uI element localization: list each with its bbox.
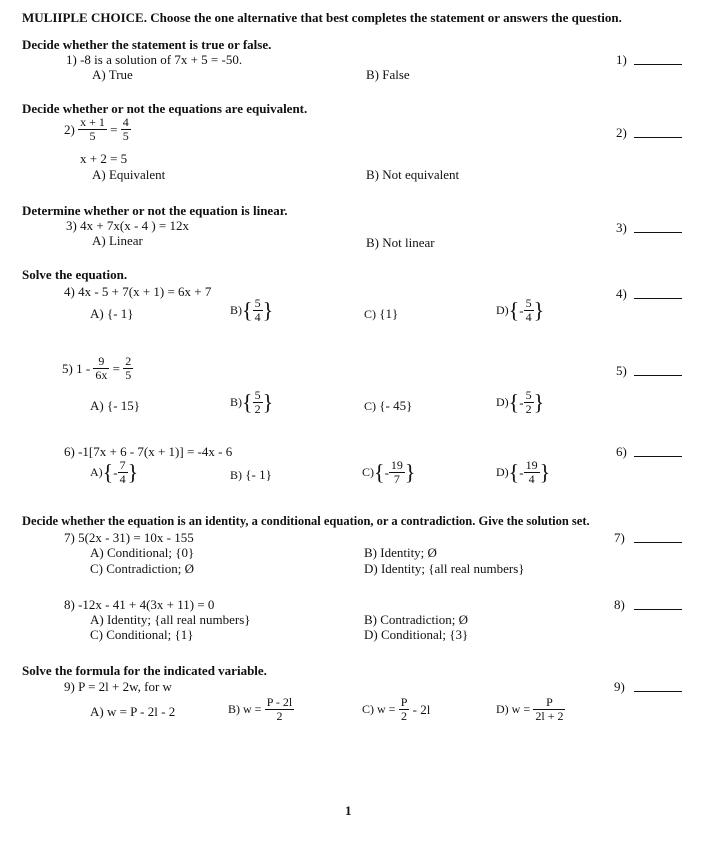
q2-rhs-fraction [121,116,131,143]
q5-a-label: A) [90,398,104,413]
q4-option-c[interactable] [364,306,398,322]
q2-lhs-numerator: x + 1 [80,115,105,129]
q5-b-fraction [253,389,263,416]
section-heading-true-false: Decide whether the statement is true or false. [22,37,272,52]
q4-b-numerator: 5 [254,296,261,310]
q5-option-c[interactable] [364,398,412,414]
q6-a-fraction [118,459,128,486]
instructions-header: MULIIPLE CHOICE. Choose the one alternative that best completes the statement or answers the question. [22,10,622,25]
q6-option-d[interactable]: D){- $\frac{19}{4}$ } [496,458,551,486]
q4-c-value: {1} [379,306,399,321]
q9-c-denominator: 2 [401,709,408,723]
q5-b-label: B) [230,395,242,409]
q1-option-b[interactable]: B) False [366,67,410,82]
q5-rhs-denominator: 5 [125,368,132,382]
q6-c-label: C) [362,465,374,479]
q1-option-a[interactable]: A) True [92,67,133,82]
q1-answer-number: 1) [616,52,627,67]
q4-c-label: C) [364,307,376,321]
q4-a-label: A) [90,306,104,321]
q9-answer-number: 9) [614,679,625,694]
q2-answer-blank[interactable] [634,137,682,138]
q1-answer-blank[interactable] [634,64,682,65]
q4-b-denominator: 4 [254,310,261,324]
q6-d-fraction [524,459,540,486]
q6-c-sign: - [384,465,389,480]
q4-b-fraction [253,297,263,324]
q6-answer-blank[interactable] [634,456,682,457]
section-heading-identity: Decide whether the equation is an identity, a conditional equation, or a contradiction. Give the solution set. [22,514,590,528]
q4-d-denominator: 4 [525,310,532,324]
q4-option-d[interactable]: D){- $\frac{5}{4}$ } [496,296,545,324]
q7-answer-blank[interactable] [634,542,682,543]
q9-d-numerator: P [533,696,565,710]
q9-option-c[interactable] [362,696,430,723]
question-8-stem: 8) -12x - 41 + 4(3x + 11) = 0 [64,597,215,612]
q2-answer-number: 2) [616,125,627,140]
q6-c-numerator: 19 [390,458,403,472]
q5-c-value: {- 45} [379,398,413,413]
q6-a-numerator: 7 [119,458,126,472]
q6-a-label: A) [90,465,103,479]
q5-d-denominator: 2 [525,402,532,416]
q4-d-label: D) [496,303,509,317]
q8-option-d[interactable]: D) Conditional; {3} [364,627,469,642]
q4-option-b[interactable]: B){ $\frac{5}{4}$ } [230,296,274,324]
q2-label: 2) [64,122,75,137]
q6-option-b[interactable] [230,467,272,483]
q9-answer-blank[interactable] [634,691,682,692]
q6-d-denominator: 4 [528,472,535,486]
q2-rhs-denominator: 5 [122,129,129,143]
q6-d-label: D) [496,465,509,479]
q2-option-a[interactable]: A) Equivalent [92,167,166,182]
q9-option-d[interactable] [496,696,565,723]
q9-option-a[interactable]: A) w = P - 2l - 2 [90,704,176,719]
q5-lhs-denominator: 6x [95,368,108,382]
question-6-stem: 6) -1[7x + 6 - 7(x + 1)] = -4x - 6 [64,444,233,459]
q9-c-tail: - 2l [412,702,431,717]
q4-d-sign: - [519,303,524,318]
q2-option-b[interactable]: B) Not equivalent [366,167,460,182]
question-2-equation [64,116,131,143]
q8-option-c[interactable]: C) Conditional; {1} [90,627,194,642]
q6-b-value: {- 1} [245,467,272,482]
q5-d-fraction [524,389,534,416]
q2-lhs-fraction [78,116,107,143]
q9-c-numerator: P [400,695,408,709]
q3-answer-blank[interactable] [634,232,682,233]
q9-d-fraction [533,696,565,723]
q5-rhs-fraction [123,355,133,382]
question-5-equation [62,355,133,382]
q5-option-b[interactable]: B){ $\frac{5}{2}$ } [230,388,274,416]
q9-b-fraction [265,696,295,723]
q6-d-sign: - [519,465,524,480]
q5-lhs-fraction [93,355,109,382]
q4-d-numerator: 5 [525,296,532,310]
q4-answer-blank[interactable] [634,298,682,299]
q7-option-d[interactable]: D) Identity; {all real numbers} [364,561,525,576]
q5-option-a[interactable] [90,398,140,413]
q2-equals: = [110,122,118,137]
q3-option-b[interactable]: B) Not linear [366,235,435,250]
q6-answer-number: 6) [616,444,627,459]
q5-answer-blank[interactable] [634,375,682,376]
q6-c-denominator: 7 [393,472,400,486]
q8-answer-number: 8) [614,597,625,612]
section-heading-solve: Solve the equation. [22,267,128,282]
page-number: 1 [345,803,352,818]
q5-d-label: D) [496,395,509,409]
question-3-stem: 3) 4x + 7x(x - 4 ) = 12x [66,218,189,233]
q5-a-value: {- 15} [106,398,141,413]
q8-answer-blank[interactable] [634,609,682,610]
q5-equals: = [112,361,121,376]
q4-answer-number: 4) [616,286,627,301]
q9-option-b[interactable] [228,696,294,723]
q9-d-denominator: 2l + 2 [535,709,564,723]
q6-d-numerator: 19 [525,458,538,472]
question-1-stem: 1) -8 is a solution of 7x + 5 = -50. [66,52,243,67]
q5-rhs-numerator: 2 [125,354,132,368]
section-heading-linear: Determine whether or not the equation is linear. [22,203,288,218]
q5-answer-number: 5) [616,363,627,378]
q5-d-sign: - [519,395,524,410]
q4-b-label: B) [230,303,242,317]
q6-b-label: B) [230,468,242,482]
q7-option-a[interactable]: A) Conditional; {0} [90,545,195,560]
q8-option-a[interactable]: A) Identity; {all real numbers} [90,612,251,627]
q3-option-a[interactable]: A) Linear [92,233,143,248]
q5-option-d[interactable]: D){- $\frac{5}{2}$ } [496,388,545,416]
q4-d-fraction [524,297,534,324]
q3-answer-number: 3) [616,220,627,235]
q9-c-label: C) w = [362,702,396,716]
q5-b-denominator: 2 [254,402,261,416]
q9-b-denominator: 2 [276,709,283,723]
q6-option-a[interactable]: A){- $\frac{7}{4}$ } [90,458,139,486]
q5-label: 5) 1 - [62,361,91,376]
q6-c-fraction [389,459,405,486]
q9-b-label: B) w = [228,702,262,716]
section-heading-equivalent: Decide whether or not the equations are equivalent. [22,101,308,116]
question-9-stem: 9) P = 2l + 2w, for w [64,679,172,694]
q7-option-c[interactable]: C) Contradiction; Ø [90,561,194,576]
section-heading-formula: Solve the formula for the indicated variable. [22,663,267,678]
q9-c-fraction [399,696,410,723]
q6-a-denominator: 4 [119,472,126,486]
q6-a-sign: - [113,465,118,480]
q9-b-numerator: P - 2l [266,695,293,709]
q7-option-b[interactable]: B) Identity; Ø [364,545,437,560]
q5-d-numerator: 5 [525,388,532,402]
q2-rhs-numerator: 4 [122,115,129,129]
q2-second-equation: x + 2 = 5 [80,151,128,166]
q5-b-numerator: 5 [254,388,261,402]
q2-lhs-denominator: 5 [89,129,96,143]
question-4-stem: 4) 4x - 5 + 7(x + 1) = 6x + 7 [64,284,212,299]
q8-option-b[interactable]: B) Contradiction; Ø [364,612,468,627]
q4-a-value: {- 1} [106,306,134,321]
q6-option-c[interactable]: C){- $\frac{19}{7}$ } [362,458,416,486]
q9-d-label: D) w = [496,702,531,716]
q5-lhs-numerator: 9 [93,355,109,369]
q7-answer-number: 7) [614,530,625,545]
q5-c-label: C) [364,399,376,413]
q4-option-a[interactable] [90,306,134,321]
question-7-stem: 7) 5(2x - 31) = 10x - 155 [64,530,194,545]
